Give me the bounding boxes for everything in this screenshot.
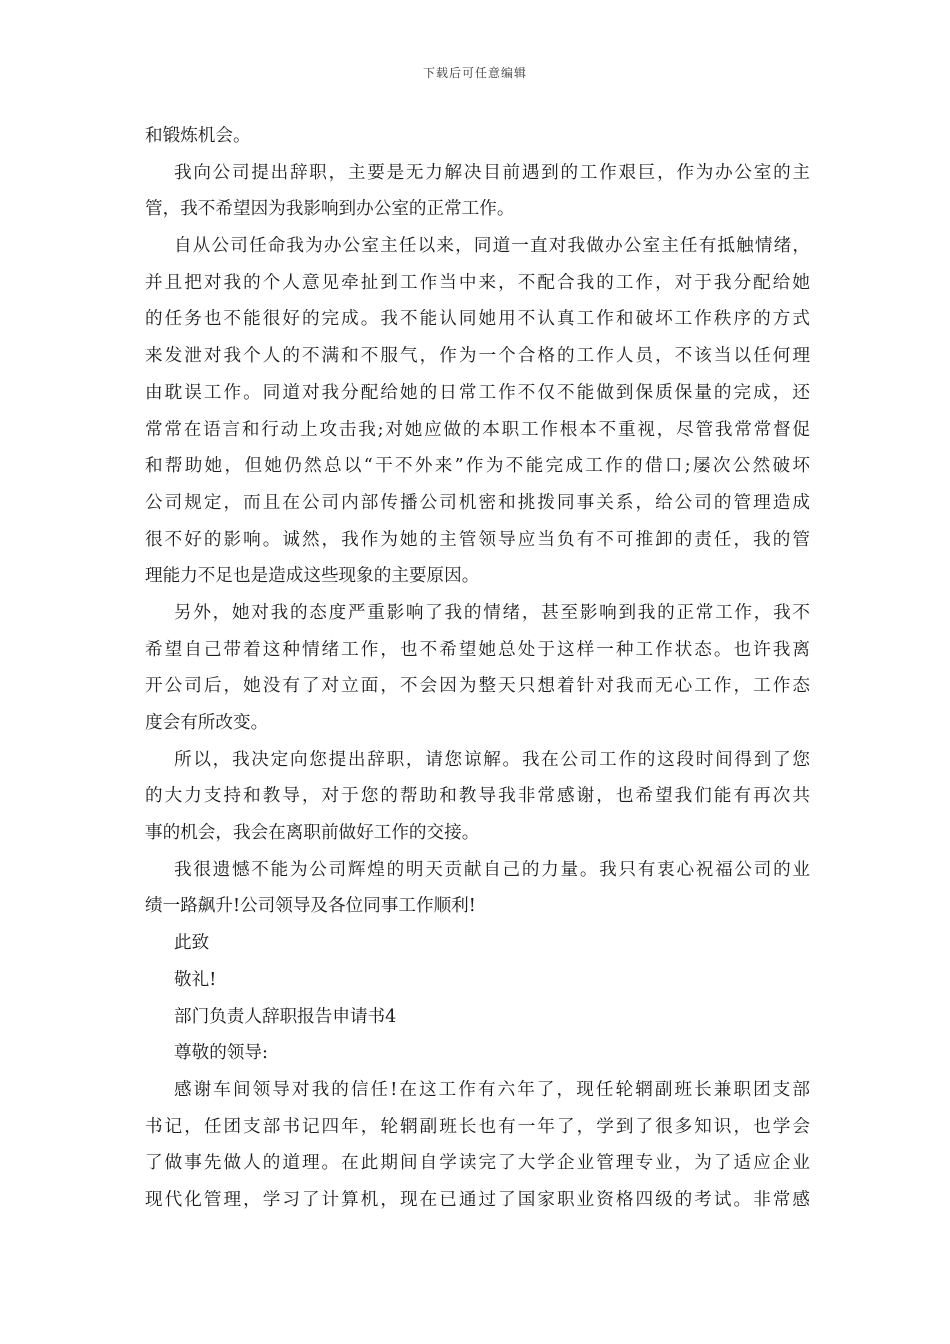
text-line: 来发泄对我个人的不满和不服气，作为一个合格的工作人员，不该当以任何理 [145,346,810,367]
text-line: 自从公司任命我为办公室主任以来，同道一直对我做办公室主任有抵触情绪， [174,236,810,257]
text-line: 公司规定，而且在公司内部传播公司机密和挑拨同事关系，给公司的管理造成 [145,492,810,513]
text-line: 由耽误工作。同道对我分配给她的日常工作不仅不能做到保质保量的完成，还 [145,382,810,403]
text-line: 敬礼! [174,969,217,990]
text-line: 书记，任团支部书记四年，轮辋副班长也有一年了，学到了很多知识，也学会 [145,1116,810,1137]
text-line: 感谢车间领导对我的信任!在这工作有六年了，现任轮辋副班长兼职团支部 [174,1079,810,1100]
text-line: 常常在语言和行动上攻击我;对她应做的本职工作根本不重视，尽管我常常督促 [145,419,810,440]
text-line: 我很遗憾不能为公司辉煌的明天贡献自己的力量。我只有衷心祝福公司的业 [174,859,810,880]
text-line: 另外，她对我的态度严重影响了我的情绪，甚至影响到我的正常工作，我不 [174,602,810,623]
text-line: 很不好的影响。诚然，我作为她的主管领导应当负有不可推卸的责任，我的管 [145,529,810,550]
document-body [145,118,810,1219]
text-line: 开公司后，她没有了对立面，不会因为整天只想着针对我而无心工作，工作态 [145,676,810,697]
text-line: 部门负责人辞职报告申请书4 [174,1006,397,1027]
text-line: 所以，我决定向您提出辞职，请您谅解。我在公司工作的这段时间得到了您 [174,749,810,770]
text-line: 和帮助她，但她仍然总以“干不外来”作为不能完成工作的借口;屡次公然破坏 [145,456,810,477]
text-line: 的任务也不能很好的完成。我不能认同她用不认真工作和破坏工作秩序的方式 [145,309,810,330]
text-line: 此致 [174,933,210,954]
text-line: 理能力不足也是造成这些现象的主要原因。 [145,566,480,587]
text-line: 了做事先做人的道理。在此期间自学读完了大学企业管理专业，为了适应企业 [145,1153,810,1174]
text-line: 度会有所改变。 [145,713,269,733]
page-header-note: 下载后可任意编辑 [422,66,527,80]
text-line: 希望自己带着这种情绪工作，也不希望她总处于这样一种工作状态。也许我离 [145,639,810,660]
text-line: 我向公司提出辞职，主要是无力解决目前遇到的工作艰巨，作为办公室的主 [174,162,810,183]
text-line: 的大力支持和教导，对于您的帮助和教导我非常感谢，也希望我们能有再次共 [145,786,810,807]
text-line: 管，我不希望因为我影响到办公室的正常工作。 [145,199,515,220]
text-line: 现代化管理，学习了计算机，现在已通过了国家职业资格四级的考试。非常感 [145,1189,810,1210]
text-line: 尊敬的领导: [174,1043,268,1064]
text-line: 和锻炼机会。 [145,126,251,146]
text-line: 绩一路飙升!公司领导及各位同事工作顺利! [145,896,476,917]
text-line: 并且把对我的个人意见牵扯到工作当中来，不配合我的工作，对于我分配给她 [145,272,810,293]
text-line: 事的机会，我会在离职前做好工作的交接。 [145,823,480,844]
